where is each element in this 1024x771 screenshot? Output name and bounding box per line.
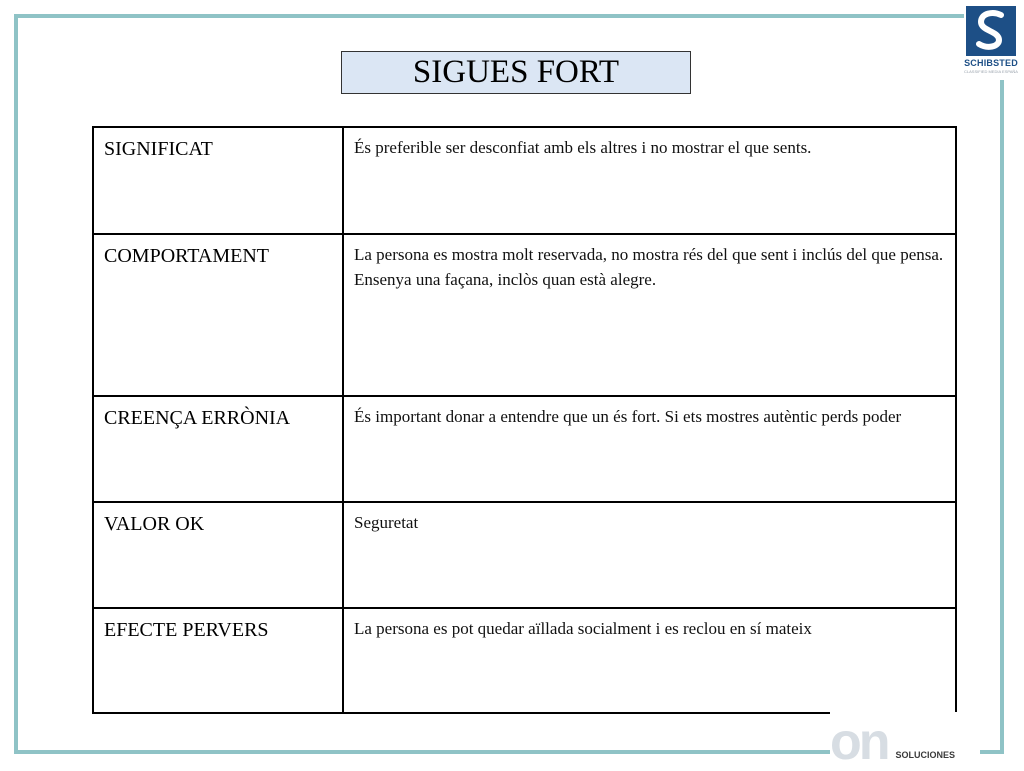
table-row (93, 234, 956, 396)
on-soluciones-logo (830, 712, 980, 771)
row-label: VALOR OK (93, 502, 343, 608)
row-label: SIGNIFICAT (93, 127, 343, 234)
schibsted-s-icon (966, 6, 1016, 56)
row-label: EFECTE PERVERS (93, 608, 343, 713)
row-label: CREENÇA ERRÒNIA (93, 396, 343, 502)
definition-table (92, 126, 957, 714)
page-title: SIGUES FORT (412, 54, 620, 90)
schibsted-tagline: CLASSIFIED MEDIA ESPAÑA (964, 69, 1018, 74)
table-row (93, 396, 956, 502)
row-label: COMPORTAMENT (93, 234, 343, 396)
table-row (93, 608, 956, 713)
row-description: La persona es mostra molt reservada, no mostra rés del que sent i inclús del que pensa. Ensenya una façana, inclòs quan està alegre. (343, 234, 956, 396)
row-description: Seguretat (343, 502, 956, 608)
row-description: És preferible ser desconfiat amb els altres i no mostrar el que sents. (343, 127, 956, 234)
row-description: És important donar a entendre que un és fort. Si ets mostres autèntic perds poder (343, 396, 956, 502)
row-description: La persona es pot quedar aïllada socialment i es reclou en sí mateix (343, 608, 956, 713)
table-row (93, 502, 956, 608)
table-row (93, 127, 956, 234)
on-mark: on (830, 713, 888, 771)
schibsted-wordmark: SCHIBSTED (964, 58, 1018, 68)
soluciones-wordmark: SOLUCIONES (895, 750, 956, 760)
title-box (341, 51, 691, 94)
schibsted-logo (964, 6, 1018, 80)
